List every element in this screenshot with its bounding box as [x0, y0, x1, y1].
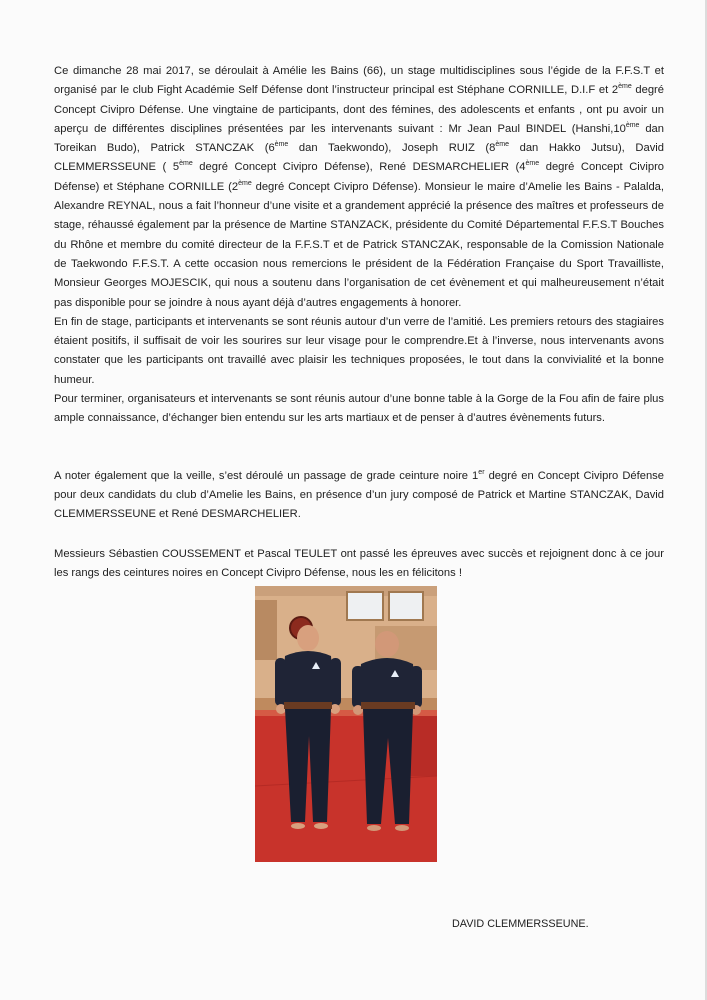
text-segment: dan Taekwondo), Joseph RUIZ (8 — [288, 142, 496, 155]
superscript: ème — [495, 141, 509, 149]
paragraph-stage-intro — [54, 62, 664, 313]
paragraph-congratulations: Messieurs Sébastien COUSSEMENT et Pascal TEULET ont passé les épreuves avec succès et rejoignent donc à ce jour les rangs des ceintures noires en Concept Civipro Défense, nous les en félicitons ! — [54, 547, 664, 579]
superscript: ème — [274, 141, 289, 149]
spacer — [54, 525, 664, 545]
photo-illustration — [255, 586, 437, 862]
group-photo — [255, 586, 437, 862]
superscript: ème — [625, 121, 640, 129]
text-segment: dan Toreikan Budo), Patrick STANCZAK (6 — [54, 122, 665, 155]
text-segment: A noter également que la veille, s’est déroulé un passage de grade ceinture noire 1 — [54, 469, 479, 482]
paragraph-black-belt-exam — [54, 467, 664, 525]
paragraph-closing-dinner: Pour terminer, organisateurs et intervenants se sont réunis autour d’une bonne table à la Gorge de la Fou afin de faire plus ample connaissance, d’échanger bien entendu sur les arts martiaux et de penser à d’autres évènements futurs. — [54, 393, 664, 425]
superscript: ème — [525, 160, 540, 168]
text-segment: dan Hakko Jutsu), David CLEMMERSSEUNE ( 5 — [54, 142, 664, 174]
superscript: ème — [238, 179, 252, 187]
superscript: ème — [179, 160, 193, 168]
superscript: ème — [618, 83, 632, 91]
text-segment: degré Concept Civipro Défense), René DESMARCHELIER (4 — [192, 161, 526, 174]
text-segment: degré en Concept Civipro Défense pour deux candidats du club d’Amelie les Bains, en présence d’un jury composé de Patrick et Martine STANCZAK, David CLEMMERSSEUNE et René DESMARCHELIER. — [54, 469, 664, 521]
article-body — [54, 62, 664, 583]
superscript: er — [478, 468, 485, 476]
text-segment: Ce dimanche 28 mai 2017, se déroulait à Amélie les Bains (66), un stage multidisciplines sous l’égide de la F.F.S.T et organisé par le club Fight Académie Self Défense dont l’instructeur principal est Stéphane CORNILLE, D.I.F et 2 — [54, 65, 664, 97]
text-segment: degré Concept Civipro Défense. Une vingtaine de participants, dont des fémines, des adolescents et enfants , ont pu avoir un aperçu de différentes disciplines présentées par les intervenants suivant : Mr Jean Paul BINDEL (Hanshi,10 — [54, 84, 664, 135]
text-segment: degré Concept Civipro Défense). Monsieur le maire d’Amelie les Bains - Palalda, Alexandre REYNAL, nous a fait l’honneur d’une visite et a grandement apprécié la présence des maîtres et professeurs de stage, réhaussé également par la présence de Martine STANZACK, présidente du Comité Départemental F.F.S.T Bouches du Rhône et membre du comité directeur de la F.F.S.T et de Patrick STANCZAK, responsable de la Comission Nationale de Taekwondo F.F.S.T. A cette occasion nous remercions le président de la Fédération Française du Sport Travailliste, Monsieur Georges MOJESCIK, qui nous a soutenu dans l’organisation de cet évènement et qui malheureusement n’était pas disponible pour se joindre à nous ayant déjà d’autres engagements à honorer. — [54, 180, 665, 309]
text-segment: degré Concept Civipro Défense) et Stéphane CORNILLE (2 — [54, 161, 665, 193]
paragraph-end-of-stage: En fin de stage, participants et intervenants se sont réunis autour d’un verre de l’amitié. Les premiers retours des stagiaires étaient positifs, il suffisait de voir les sourires sur leur visage pour le comprendre.Et à l’inverse, nous intervenants avons constater que les participants ont travaillé avec plaisir les techniques proposées, le tout dans la convivialité et la bonne humeur. — [54, 315, 664, 386]
author-signature: DAVID CLEMMERSSEUNE. — [452, 918, 589, 930]
spacer — [54, 429, 664, 467]
